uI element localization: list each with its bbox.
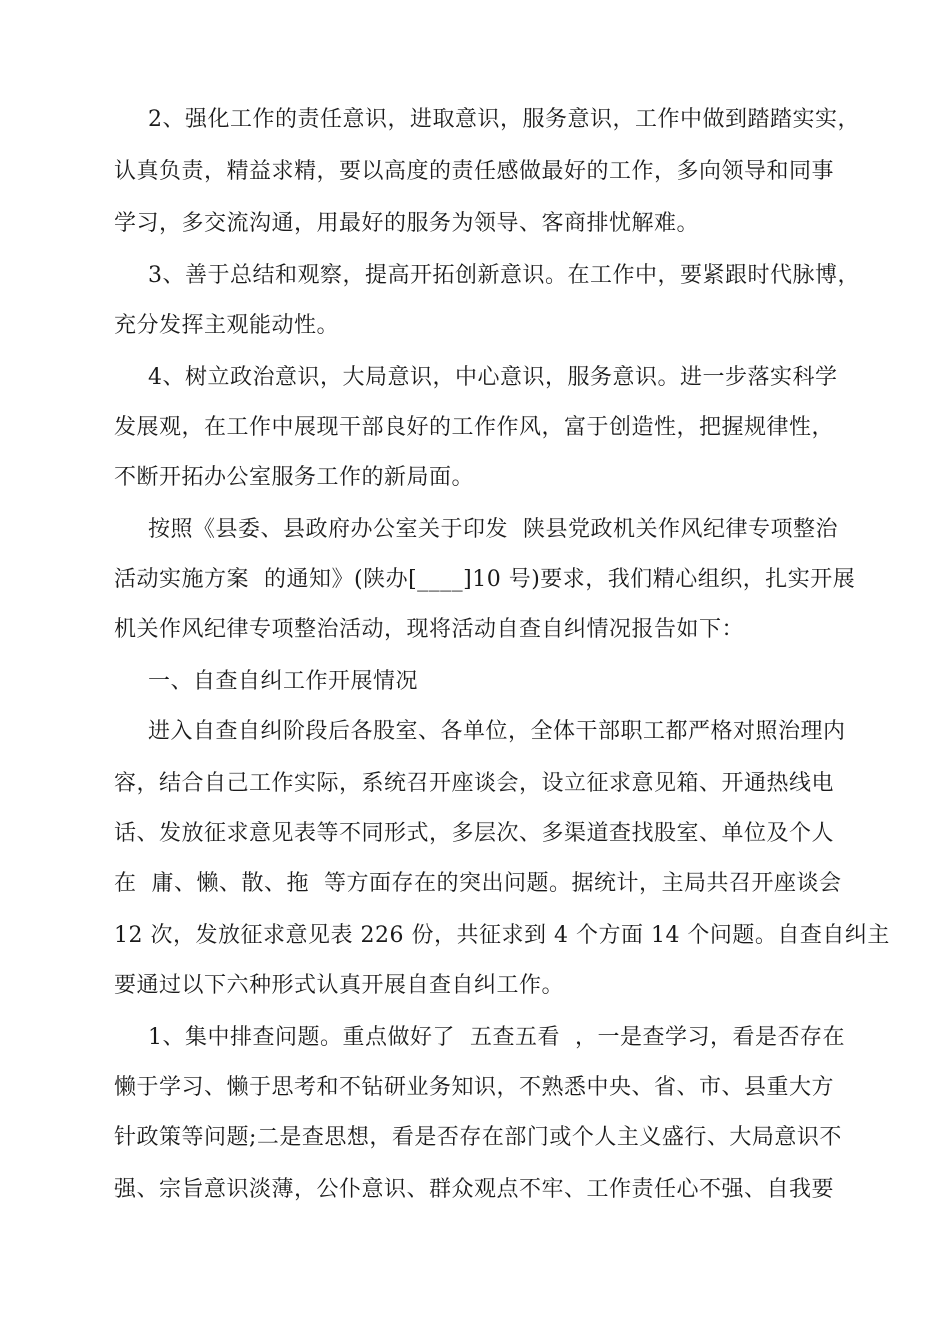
text-line: 针政策等问题;二是查思想，看是否存在部门或个人主义盛行、大局意识不: [114, 1125, 842, 1150]
text-line: 按照《县委、县政府办公室关于印发 陕县党政机关作风纪律专项整治: [148, 517, 838, 542]
section-heading: 一、自查自纠工作开展情况: [148, 669, 419, 694]
text-line: 要通过以下六种形式认真开展自查自纠工作。: [114, 973, 565, 998]
text-line: 12 次，发放征求意见表 226 份，共征求到 4 个方面 14 个问题。自查自纠主: [114, 923, 890, 948]
text-line: 充分发挥主观能动性。: [114, 313, 340, 338]
text-line: 强、宗旨意识淡薄，公仆意识、群众观点不牢、工作责任心不强、自我要: [114, 1177, 835, 1202]
text-line: 活动实施方案 的通知》(陕办[____]10 号)要求，我们精心组织，扎实开展: [114, 567, 856, 592]
text-line: 容，结合自己工作实际，系统召开座谈会，设立征求意见箱、开通热线电: [114, 771, 835, 796]
text-line: 2、强化工作的责任意识，进取意识，服务意识，工作中做到踏踏实实，: [148, 107, 860, 132]
text-line: 懒于学习、懒于思考和不钻研业务知识，不熟悉中央、省、市、县重大方: [114, 1075, 835, 1100]
text-line: 3、善于总结和观察，提高开拓创新意识。在工作中，要紧跟时代脉博，: [148, 263, 860, 288]
text-line: 机关作风纪律专项整治活动，现将活动自查自纠情况报告如下：: [114, 617, 745, 642]
text-line: 1、集中排查问题。重点做好了 五查五看 ，一是查学习，看是否存在: [148, 1025, 845, 1050]
text-line: 话、发放征求意见表等不同形式，多层次、多渠道查找股室、单位及个人: [114, 821, 835, 846]
text-line: 进入自查自纠阶段后各股室、各单位，全体干部职工都严格对照治理内: [148, 719, 846, 744]
text-line: 发展观，在工作中展现干部良好的工作作风，富于创造性，把握规律性，: [114, 415, 835, 440]
text-line: 认真负责，精益求精，要以高度的责任感做最好的工作，多向领导和同事: [114, 159, 835, 184]
text-line: 在 庸、懒、散、拖 等方面存在的突出问题。据统计，主局共召开座谈会: [114, 871, 842, 896]
text-line: 4、树立政治意识，大局意识，中心意识，服务意识。进一步落实科学: [148, 365, 838, 390]
text-line: 学习，多交流沟通，用最好的服务为领导、客商排忧解难。: [114, 211, 700, 236]
text-line: 不断开拓办公室服务工作的新局面。: [114, 465, 475, 490]
